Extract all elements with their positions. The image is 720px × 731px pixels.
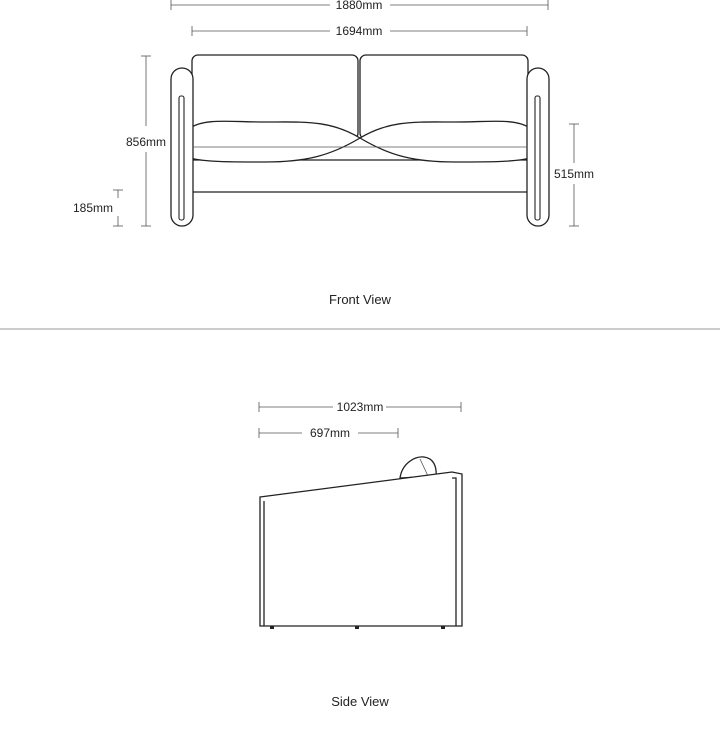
overall-width-label: 1880mm <box>335 0 383 12</box>
seat-cushion-left <box>190 121 360 162</box>
arm-right-slot <box>535 96 540 220</box>
dim-overall-width <box>171 0 548 12</box>
depth-label: 1023mm <box>336 400 384 414</box>
side-foot-front <box>270 626 274 629</box>
dim-arm-height <box>554 124 594 226</box>
front-view-drawing <box>73 0 594 307</box>
seat-width-label: 1694mm <box>335 24 383 38</box>
height-label: 856mm <box>125 135 167 149</box>
arm-left-slot <box>179 96 184 220</box>
front-view-caption: Front View <box>329 292 391 307</box>
side-view-drawing <box>259 400 462 709</box>
dim-seat-depth <box>259 426 398 440</box>
dim-leg-height <box>73 190 123 226</box>
dim-depth <box>259 400 461 414</box>
dim-seat-width <box>192 24 527 38</box>
leg-height-label: 185mm <box>72 201 114 215</box>
seat-base <box>186 160 534 192</box>
side-foot-middle <box>355 626 359 629</box>
side-body <box>260 472 462 626</box>
seat-depth-label: 697mm <box>309 426 351 440</box>
side-foot-back <box>441 626 445 629</box>
seat-cushion-right <box>360 121 530 162</box>
dim-height <box>126 56 166 226</box>
arm-height-label: 515mm <box>553 167 595 181</box>
side-view-caption: Side View <box>331 694 389 709</box>
